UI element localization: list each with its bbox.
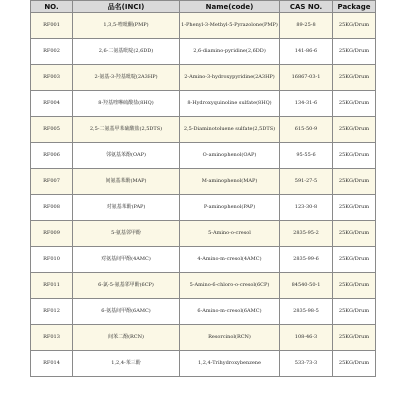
no-cell: RF003 (31, 65, 73, 91)
cas-cell: 2835-95-2 (280, 221, 333, 247)
package-cell: 25KG/Drum (333, 195, 376, 221)
cas-cell: 141-86-6 (280, 39, 333, 65)
inci-cell: 2,6-二氨基吡啶(2,6DD) (73, 39, 180, 65)
table-body (31, 13, 376, 377)
name-code-cell: Resorcinol(RCN) (180, 325, 280, 351)
product-sheet (30, 0, 375, 377)
table-row (31, 351, 376, 377)
table-row (31, 247, 376, 273)
package-cell: 25KG/Drum (333, 221, 376, 247)
name-code-cell: 4-Amino-m-cresol(4AMC) (180, 247, 280, 273)
no-cell: RF011 (31, 273, 73, 299)
package-cell: 25KG/Drum (333, 117, 376, 143)
cas-cell: 108-46-3 (280, 325, 333, 351)
no-cell: RF002 (31, 39, 73, 65)
no-cell: RF006 (31, 143, 73, 169)
name-code-cell: M-aminophenol(MAP) (180, 169, 280, 195)
package-cell: 25KG/Drum (333, 169, 376, 195)
inci-cell: 2,5-二氨基甲苯硫酸盐(2,5DTS) (73, 117, 180, 143)
package-cell: 25KG/Drum (333, 299, 376, 325)
package-cell: 25KG/Drum (333, 13, 376, 39)
inci-cell: 间氨基苯酚(MAP) (73, 169, 180, 195)
no-cell: RF001 (31, 13, 73, 39)
cas-cell: 2835-99-6 (280, 247, 333, 273)
package-cell: 25KG/Drum (333, 325, 376, 351)
table-row (31, 13, 376, 39)
name-code-cell: 2,5-Diaminotoluene sulfate(2,5DTS) (180, 117, 280, 143)
table-row (31, 325, 376, 351)
table-row (31, 39, 376, 65)
name-code-cell: 6-Amino-m-cresol(6AMC) (180, 299, 280, 325)
name-code-cell: 1-Phenyl-3-Methyl-5-Pyrazolone(PMP) (180, 13, 280, 39)
table-row (31, 273, 376, 299)
no-cell: RF010 (31, 247, 73, 273)
cas-cell: 89-25-8 (280, 13, 333, 39)
cas-cell: 591-27-5 (280, 169, 333, 195)
cas-cell: 2835-98-5 (280, 299, 333, 325)
cas-cell: 533-73-3 (280, 351, 333, 377)
header-row (31, 1, 376, 13)
table-row (31, 169, 376, 195)
name-code-cell: P-aminophenol(PAP) (180, 195, 280, 221)
package-cell: 25KG/Drum (333, 143, 376, 169)
table-row (31, 143, 376, 169)
header-name-code: Name(code) (180, 1, 280, 13)
inci-cell: 邻氨基苯酚(OAP) (73, 143, 180, 169)
cas-cell: 123-30-8 (280, 195, 333, 221)
no-cell: RF013 (31, 325, 73, 351)
inci-cell: 对氨基苯酚(PAP) (73, 195, 180, 221)
package-cell: 25KG/Drum (333, 247, 376, 273)
inci-cell: 2-氨基-3-羟基吡啶(2A3HP) (73, 65, 180, 91)
table-row (31, 221, 376, 247)
inci-cell: 6-氨基间甲酚(6AMC) (73, 299, 180, 325)
cas-cell: 16867-03-1 (280, 65, 333, 91)
table-row (31, 117, 376, 143)
name-code-cell: O-aminophenol(OAP) (180, 143, 280, 169)
header-no: NO. (31, 1, 73, 13)
package-cell: 25KG/Drum (333, 65, 376, 91)
no-cell: RF007 (31, 169, 73, 195)
inci-cell: 间苯二酚(RCN) (73, 325, 180, 351)
no-cell: RF012 (31, 299, 73, 325)
name-code-cell: 1,2,4-Trihydroxybenzene (180, 351, 280, 377)
cas-cell: 95-55-6 (280, 143, 333, 169)
table-row (31, 195, 376, 221)
name-code-cell: 2-Amino-3-hydroxypyridine(2A3HP) (180, 65, 280, 91)
cas-cell: 615-50-9 (280, 117, 333, 143)
inci-cell: 1,3,5-喹吡酮(PMP) (73, 13, 180, 39)
package-cell: 25KG/Drum (333, 351, 376, 377)
inci-cell: 5-氨基邻甲酚 (73, 221, 180, 247)
name-code-cell: 2,6-diamino-pyridine(2,6DD) (180, 39, 280, 65)
table-row (31, 299, 376, 325)
inci-cell: 6-氯-5-氨基邻甲酚(6CP) (73, 273, 180, 299)
no-cell: RF005 (31, 117, 73, 143)
no-cell: RF004 (31, 91, 73, 117)
cas-cell: 134-31-6 (280, 91, 333, 117)
package-cell: 25KG/Drum (333, 91, 376, 117)
product-table (30, 0, 376, 377)
header-package: Package (333, 1, 376, 13)
no-cell: RF009 (31, 221, 73, 247)
package-cell: 25KG/Drum (333, 273, 376, 299)
cas-cell: 84540-50-1 (280, 273, 333, 299)
name-code-cell: 8-Hydroxyquinoline sulfate(8HQ) (180, 91, 280, 117)
package-cell: 25KG/Drum (333, 39, 376, 65)
header-inci: 品名(INCI) (73, 1, 180, 13)
inci-cell: 8-羟基喹啉硫酸盐(8HQ) (73, 91, 180, 117)
header-cas-no: CAS NO. (280, 1, 333, 13)
no-cell: RF014 (31, 351, 73, 377)
table-row (31, 91, 376, 117)
inci-cell: 1,2,4-苯三酚 (73, 351, 180, 377)
inci-cell: 对氨基间甲酚(4AMC) (73, 247, 180, 273)
name-code-cell: 5-Amino-6-chloro-o-cresol(6CP) (180, 273, 280, 299)
name-code-cell: 5-Amino-o-cresol (180, 221, 280, 247)
no-cell: RF008 (31, 195, 73, 221)
table-row (31, 65, 376, 91)
